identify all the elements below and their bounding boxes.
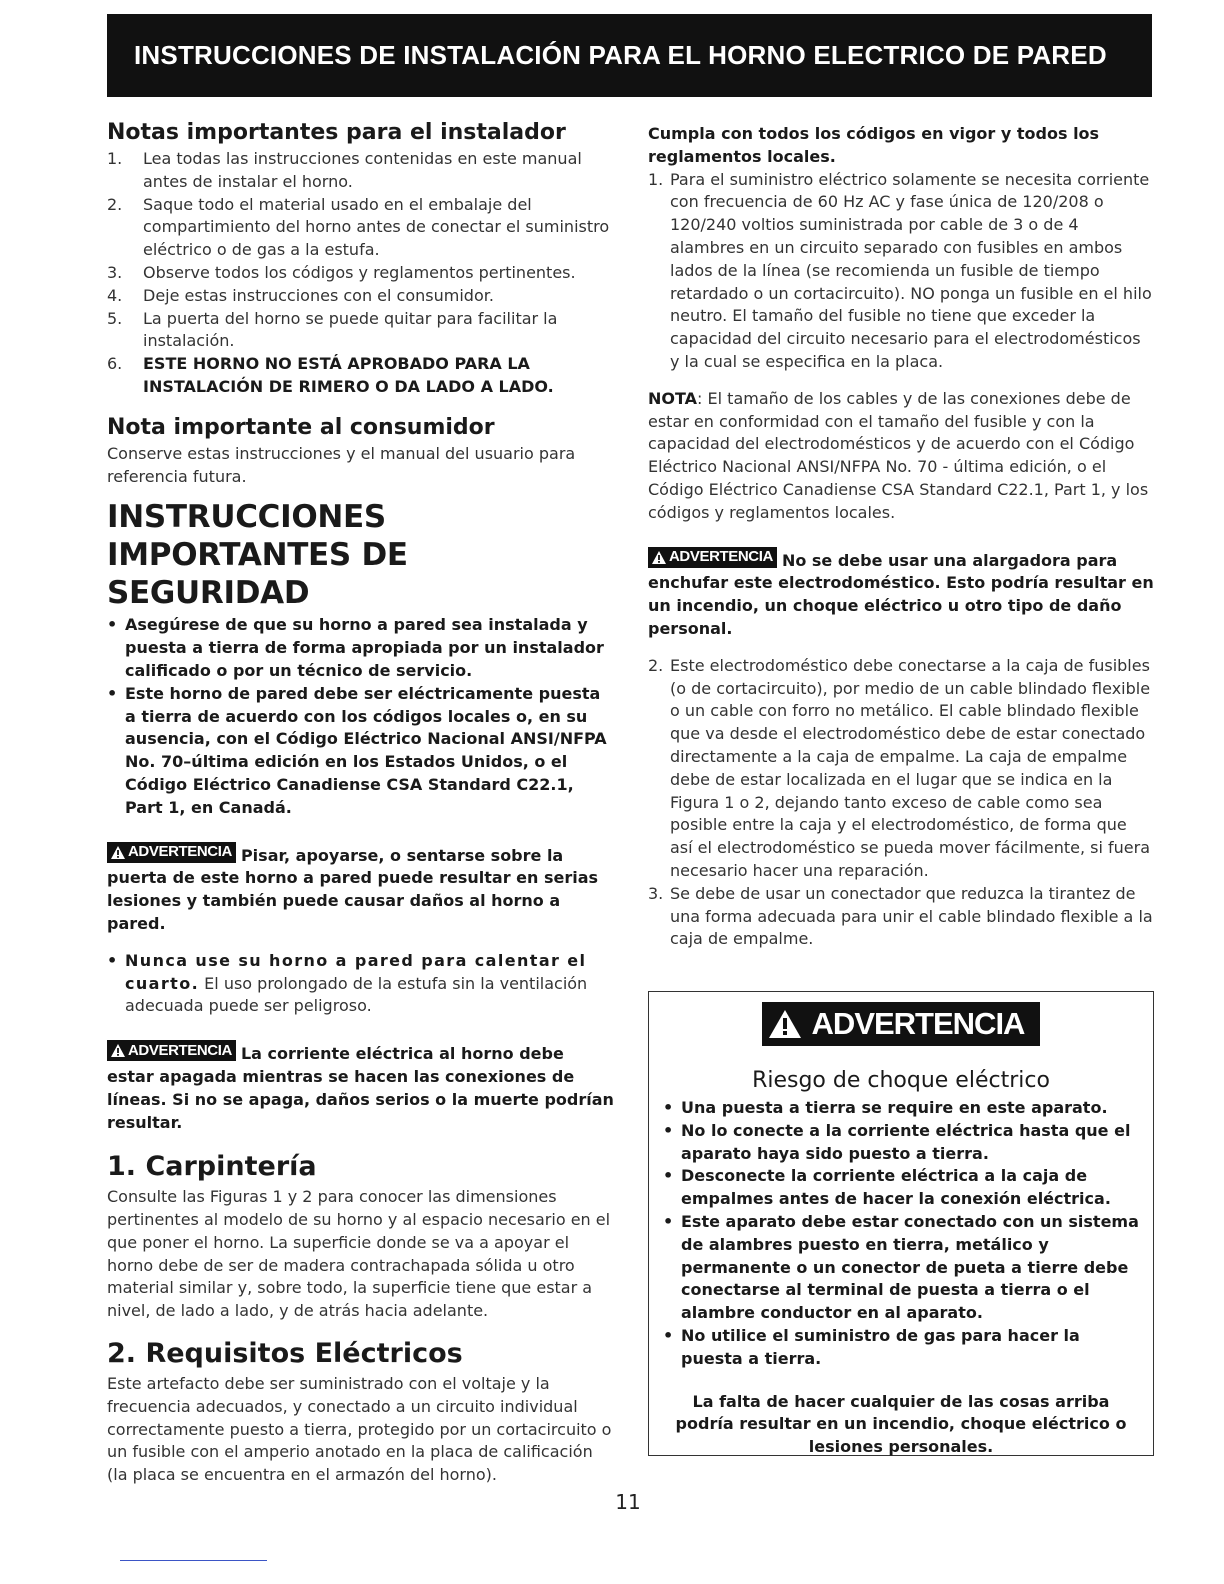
list-item: • Desconecte la corriente eléctrica a la caja de empalmes antes de hacer la conexión eléctrica. bbox=[663, 1166, 1111, 1209]
list-item: 3. Se debe de usar un conectador que reduzca la tirantez de una forma adecuada para unir el cable blindado flexible a la caja de empalme. bbox=[648, 883, 1153, 949]
electrical-text: Este artefacto debe ser suministrado con el voltaje y la frecuencia adecuados, y conectado a un circuito individual correctamente puesto a tierra, protegido por un cortacircuito o un fusible con el amperio anotado en la placa de calificación (la placa se encuentra en el armazón del horno). bbox=[107, 1374, 612, 1485]
codes-heading: Cumpla con todos los códigos en vigor y todos los reglamentos locales. bbox=[648, 124, 1100, 166]
safety-bullets bbox=[107, 614, 615, 819]
warning-triangle-icon bbox=[110, 845, 126, 860]
installer-heading: Notas importantes para el instalador bbox=[107, 120, 566, 145]
list-item: • Una puesta a tierra se require en este aparato. bbox=[663, 1098, 1108, 1117]
carpentry-heading: 1. Carpintería bbox=[107, 1151, 317, 1183]
page-number: 11 bbox=[615, 1490, 641, 1514]
list-item: • No utilice el suministro de gas para hacer la puesta a tierra. bbox=[663, 1325, 1080, 1368]
list-item: 5. La puerta del horno se puede quitar para facilitar la instalación. bbox=[107, 308, 558, 351]
warning-door: ADVERTENCIA Pisar, apoyarse, o sentarse sobre la puerta de este horno a pared puede resultar en serias lesiones y también puede causar daños al horno a pared. bbox=[107, 843, 599, 933]
electrical-heading: 2. Requisitos Eléctricos bbox=[107, 1338, 463, 1370]
heating-bullet bbox=[107, 950, 615, 1018]
warning-power: ADVERTENCIA La corriente eléctrica al horno debe estar apagada mientras se hacen las conexiones de líneas. Si no se apaga, daños serios o la muerte podrían resultar. bbox=[107, 1041, 614, 1132]
warning-badge: ADVERTENCIA bbox=[107, 1040, 236, 1061]
list-item: 2. Este electrodoméstico debe conectarse a la caja de fusibles (o de cortacircuito), por medio de un cable blindado flexible o un cable con forro no metálico. El cable blindado flexible que va desde el electrodoméstico debe de estar conectado directamente a la caja de empalme. La caja de empalme debe de estar localizada en el lugar que se indica en la Figura 1 o 2, dejando tanto exceso de cable como sea posible entre la caja y el electrodoméstico, de forma que así el electrodoméstico se pueda mover fácilmente, si fuera necesario hacer una reparación. bbox=[648, 655, 1151, 880]
list-item: • Este horno de pared debe ser eléctricamente puesta a tierra de acuerdo con los códigos locales o, en su ausencia, con el Código Eléctrico Nacional ANSI/NFPA No. 70–última edición en los Estados Unidos, o el Código Eléctrico Canadiense CSA Standard C22.1, Part 1, en Canadá. bbox=[107, 683, 607, 817]
list-item: • Asegúrese de que su horno a pared sea instalada y puesta a tierra de forma apropiada por un instalador calificado o por un técnico de servicio. bbox=[107, 615, 604, 680]
list-item: 1. Lea todas las instrucciones contenidas en este manual antes de instalar el horno. bbox=[107, 149, 582, 191]
box-footer: La falta de hacer cualquier de las cosas arriba podría resultar en un incendio, choque eléctrico o lesiones personales. bbox=[675, 1391, 1127, 1457]
warning-triangle-icon bbox=[110, 1043, 126, 1058]
shock-warning-box bbox=[648, 991, 1154, 1456]
list-item: • Nunca use su horno a pared para calentar el cuarto. El uso prolongado de la estufa sin la ventilación adecuada puede ser peligroso. bbox=[107, 950, 588, 1016]
warning-triangle-icon bbox=[768, 1009, 802, 1039]
box-bullets bbox=[661, 1097, 1141, 1371]
consumer-heading: Nota importante al consumidor bbox=[107, 414, 495, 440]
warning-badge: ADVERTENCIA bbox=[648, 547, 777, 568]
list-item: 6. ESTE HORNO NO ESTÁ APROBADO PARA LA INSTALACIÓN DE RIMERO O DA LADO A LADO. bbox=[107, 354, 554, 396]
page-banner: INSTRUCCIONES DE INSTALACIÓN PARA EL HORNO ELECTRICO DE PARED bbox=[107, 14, 1152, 97]
warning-badge: ADVERTENCIA bbox=[107, 842, 236, 863]
safety-heading-line1: INSTRUCCIONES bbox=[107, 499, 386, 536]
requirements-list-a bbox=[648, 169, 1154, 374]
list-item: 3. Observe todos los códigos y reglamentos pertinentes. bbox=[107, 262, 576, 282]
box-title: Riesgo de choque eléctrico bbox=[752, 1068, 1050, 1093]
warning-triangle-icon bbox=[651, 550, 667, 565]
right-column bbox=[648, 123, 1154, 951]
left-column bbox=[107, 118, 615, 1487]
footer-rule bbox=[120, 1560, 267, 1561]
box-warning-badge: ADVERTENCIA bbox=[661, 1002, 1141, 1046]
installer-list bbox=[107, 148, 615, 399]
list-item: 2. Saque todo el material usado en el embalaje del compartimiento del horno antes de conectar el suministro eléctrico o de gas a la estufa. bbox=[107, 194, 610, 260]
list-item: 1. Para el suministro eléctrico solamente se necesita corriente con frecuencia de 60 Hz AC y fase única de 120/208 o 120/240 voltios suministrada por cable de 3 o de 4 alambres en un circuito separado con fusibles en ambos lados de la línea (se recomienda un fusible de tiempo retardado o un cortacircuito). NO ponga un fusible en el hilo neutro. El tamaño del fusible no tiene que exceder la capacidad del circuito necesario para el electrodomésticos y la cual se especifica en la placa. bbox=[648, 169, 1152, 371]
requirements-list-b bbox=[648, 655, 1154, 951]
list-item: • No lo conecte a la corriente eléctrica hasta que el aparato haya sido puesto a tierra. bbox=[663, 1120, 1131, 1163]
note-text: NOTA: El tamaño de los cables y de las conexiones debe de estar en conformidad con el tamaño del fusible y con la capacidad del electrodomésticos y de acuerdo con el Código Eléctrico Nacional ANSI/NFPA No. 70 - última edición, o el Código Eléctrico Canadiense CSA Standard C22.1, Part 1, y los códigos y reglamentos locales. bbox=[648, 388, 1149, 522]
warning-extension: ADVERTENCIA No se debe usar una alargadora para enchufar este electrodoméstico. Esto podría resultar en un incendio, un choque eléctrico u otro tipo de daño personal. bbox=[648, 548, 1154, 638]
carpentry-text: Consulte las Figuras 1 y 2 para conocer las dimensiones pertinentes al modelo de su horno y al espacio necesario en el que poner el horno. La superficie donde se va a apoyar el horno debe de ser de madera contrachapada sólida u otro material similar y, sobre todo, la superficie tiene que estar a nivel, de lado a lado, y de atrás hacia adelante. bbox=[107, 1187, 611, 1321]
consumer-text: Conserve estas instrucciones y el manual del usuario para referencia futura. bbox=[107, 443, 576, 486]
list-item: • Este aparato debe estar conectado con un sistema de alambres puesto en tierra, metálico y permanente o un conector de pueta a tierre debe conectarse al terminal de puesta a tierra o el alambre conductor en al aparato. bbox=[663, 1211, 1139, 1323]
list-item: 4. Deje estas instrucciones con el consumidor. bbox=[107, 285, 494, 305]
safety-heading-line2: IMPORTANTES DE SEGURIDAD bbox=[107, 537, 408, 612]
